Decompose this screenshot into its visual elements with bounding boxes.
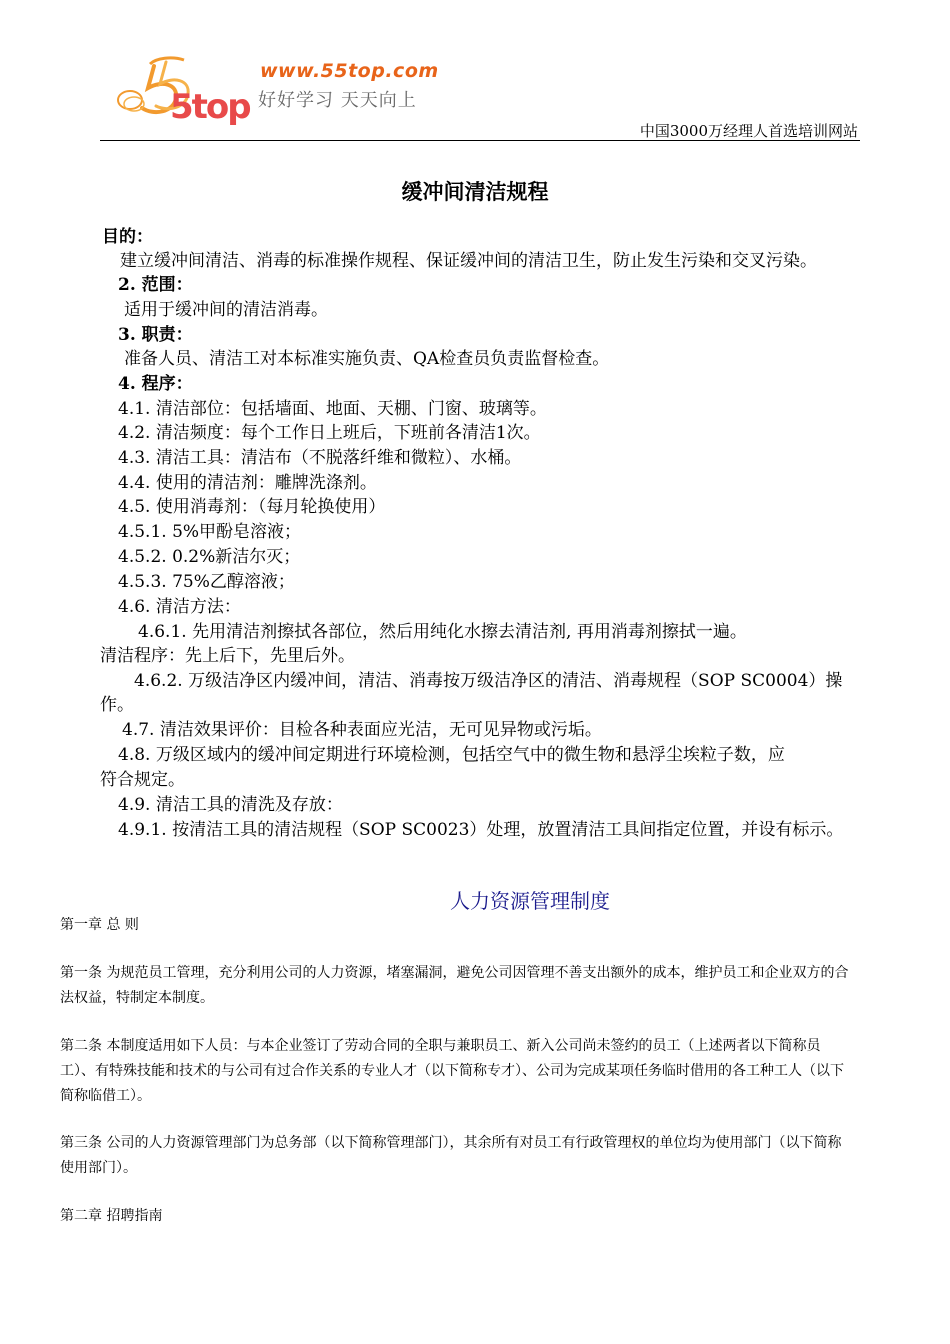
logo-wordmark: 5top	[170, 87, 250, 127]
hr-paragraph: 第二条 本制度适用如下人员：与本企业签订了劳动合同的全职与兼职员工、新入公司尚未签约的员工（上述两者以下简称员 工）、有特殊技能和技术的与公司有过合作关系的专业人才（以下简称专才）、公司为完成某项任务临时借用的各工种工人（以下 简称临借工）。	[60, 1038, 844, 1104]
sop-line: 4.4. 使用的清洁剂：雕牌洗涤剂。	[118, 473, 377, 493]
sop-line: 4.6. 清洁方法：	[118, 597, 241, 617]
site-logo	[112, 54, 439, 134]
sop-line: 4.9.1. 按清洁工具的清洁规程（SOP SC0023）处理，放置清洁工具间指定位置，并设有标示。	[118, 820, 844, 840]
sop-line: 4.7. 清洁效果评价：目检各种表面应光洁，无可见异物或污垢。	[122, 720, 602, 740]
sop-line: 符合规定。	[100, 770, 185, 790]
sop-line	[118, 270, 193, 295]
logo-graphic	[112, 54, 262, 134]
hr-paragraph: 第三条 公司的人力资源管理部门为总务部（以下简称管理部门），其余所有对员工有行政管理权的单位均为使用部门（以下简称 使用部门）。	[60, 1135, 842, 1176]
sop-line	[102, 222, 153, 247]
sop-line-label: 目的：	[102, 227, 153, 247]
header-tagline: 中国3000万经理人首选培训网站	[639, 122, 858, 140]
hr-chapter-heading: 第一章 总 则	[60, 917, 139, 933]
header-rule	[100, 140, 860, 141]
sop-line: 4.2. 清洁频度：每个工作日上班后，下班前各清洁1次。	[118, 423, 541, 443]
sop-line: 4.5. 使用消毒剂：（每月轮换使用）	[118, 497, 386, 517]
sop-line-label: 3. 职责：	[118, 325, 193, 345]
sop-line: 4.9. 清洁工具的清洗及存放：	[118, 795, 343, 815]
sop-line: 4.8. 万级区域内的缓冲间定期进行环境检测，包括空气中的微生物和悬浮尘埃粒子数，应	[118, 745, 785, 765]
logo-url: www.55top.com	[260, 60, 439, 82]
sop-line: 适用于缓冲间的清洁消毒。	[124, 300, 328, 320]
sop-line: 4.6.1. 先用清洁剂擦拭各部位，然后用纯化水擦去清洁剂, 再用消毒剂擦拭一遍。	[138, 622, 747, 642]
sop-line: 4.5.3. 75%乙醇溶液；	[118, 572, 295, 592]
hr-title: 人力资源管理制度	[450, 889, 610, 913]
hr-chapter-heading: 第二章 招聘指南	[60, 1208, 163, 1224]
sop-title: 缓冲间清洁规程	[401, 179, 549, 204]
sop-line: 清洁程序：先上后下，先里后外。	[100, 646, 355, 666]
sop-line: 4.5.2. 0.2%新洁尔灭；	[118, 547, 301, 567]
page-header	[0, 0, 950, 145]
sop-line: 建立缓冲间清洁、消毒的标准操作规程、保证缓冲间的清洁卫生，防止发生污染和交叉污染。	[120, 251, 817, 271]
sop-line-label: 4. 程序：	[118, 374, 193, 394]
hr-paragraph: 第一条 为规范员工管理，充分利用公司的人力资源，堵塞漏洞，避免公司因管理不善支出额外的成本，维护员工和企业双方的合 法权益，特制定本制度。	[60, 965, 849, 1006]
sop-line	[118, 369, 193, 394]
sop-line-label: 2. 范围：	[118, 275, 193, 295]
sop-line: 4.6.2. 万级洁净区内缓冲间，清洁、消毒按万级洁净区的清洁、消毒规程（SOP SC0004）操	[134, 671, 843, 691]
logo-slogan: 好好学习 天天向上	[258, 90, 417, 111]
sop-line: 作。	[100, 695, 134, 715]
sop-line: 准备人员、清洁工对本标准实施负责、QA检查员负责监督检查。	[124, 349, 610, 369]
sop-line: 4.3. 清洁工具：清洁布（不脱落纤维和微粒）、水桶。	[118, 448, 522, 468]
sop-line: 4.5.1. 5%甲酚皂溶液；	[118, 522, 302, 542]
sop-line: 4.1. 清洁部位：包括墙面、地面、天棚、门窗、玻璃等。	[118, 399, 547, 419]
sop-line	[118, 320, 193, 345]
